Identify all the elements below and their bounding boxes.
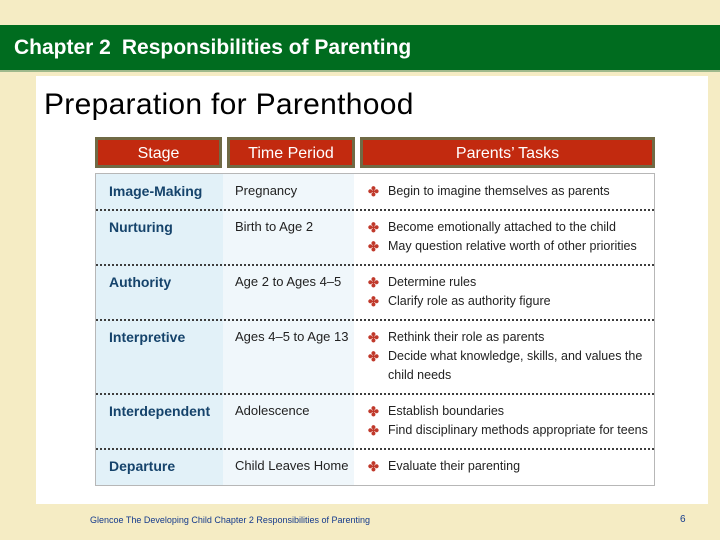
column-header-stage: Stage — [95, 137, 222, 168]
period-cell: Age 2 to Ages 4–5 — [235, 274, 342, 289]
task-text: Begin to imagine themselves as parents — [388, 184, 610, 198]
chapter-bar — [0, 25, 720, 72]
chapter-name: Responsibilities of Parenting — [121, 36, 412, 59]
column-header-time-period: Time Period — [227, 137, 355, 168]
task-text: Clarify role as authority figure — [388, 294, 551, 308]
stage-cell: Interdependent — [109, 403, 211, 419]
task-item — [368, 328, 652, 347]
tasks-cell — [368, 182, 652, 201]
tasks-cell — [368, 218, 652, 256]
tasks-cell — [368, 328, 652, 385]
cross-bullet-icon: ✤ — [368, 239, 379, 254]
chapter-title — [14, 36, 411, 60]
task-item — [368, 292, 652, 311]
tasks-cell — [368, 402, 652, 440]
table-row — [96, 320, 654, 393]
task-text: Determine rules — [388, 275, 477, 289]
stage-cell: Departure — [109, 458, 176, 474]
table-row — [96, 265, 654, 319]
cross-bullet-icon: ✤ — [368, 330, 379, 345]
task-item — [368, 218, 652, 237]
cross-bullet-icon: ✤ — [368, 184, 379, 199]
task-item — [368, 182, 652, 201]
task-item — [368, 273, 652, 292]
cross-bullet-icon: ✤ — [368, 349, 379, 364]
tasks-cell — [368, 457, 652, 476]
task-text: Find disciplinary methods appropriate for teens — [388, 423, 648, 437]
task-text: Rethink their role as parents — [388, 330, 545, 344]
page-title: Preparation for Parenthood — [44, 88, 414, 121]
column-header-parents-tasks: Parents’ Tasks — [360, 137, 655, 168]
cross-bullet-icon: ✤ — [368, 459, 379, 474]
task-text: Become emotionally attached to the child — [388, 220, 616, 234]
cross-bullet-icon: ✤ — [368, 404, 379, 419]
stage-cell: Authority — [109, 274, 172, 290]
period-cell: Birth to Age 2 — [235, 219, 314, 234]
table-row — [96, 394, 654, 448]
stage-cell: Image-Making — [109, 183, 203, 199]
period-cell: Pregnancy — [235, 183, 298, 198]
tasks-cell — [368, 273, 652, 311]
page-number: 6 — [680, 514, 686, 525]
cross-bullet-icon: ✤ — [368, 294, 379, 309]
task-text: May question relative worth of other priorities — [388, 239, 637, 253]
footer-credit: Glencoe The Developing Child Chapter 2 Responsibilities of Parenting — [90, 515, 370, 525]
top-strip — [0, 0, 720, 25]
cross-bullet-icon: ✤ — [368, 275, 379, 290]
task-item — [368, 347, 652, 385]
task-text: Establish boundaries — [388, 404, 505, 418]
period-cell: Ages 4–5 to Age 13 — [235, 329, 349, 344]
task-text: Evaluate their parenting — [388, 459, 521, 473]
task-item — [368, 457, 652, 476]
period-cell: Adolescence — [235, 403, 310, 418]
stage-cell: Interpretive — [109, 329, 186, 345]
task-text: Decide what knowledge, skills, and values the child needs — [388, 349, 643, 382]
period-cell: Child Leaves Home — [235, 458, 349, 473]
cross-bullet-icon: ✤ — [368, 220, 379, 235]
stages-table — [95, 173, 655, 486]
table-row — [96, 449, 654, 486]
chapter-label: Chapter 2 — [14, 36, 111, 59]
stage-cell: Nurturing — [109, 219, 173, 235]
task-item — [368, 237, 652, 256]
table-row — [96, 210, 654, 264]
cross-bullet-icon: ✤ — [368, 423, 379, 438]
task-item — [368, 402, 652, 421]
table-row — [96, 174, 654, 209]
task-item — [368, 421, 652, 440]
